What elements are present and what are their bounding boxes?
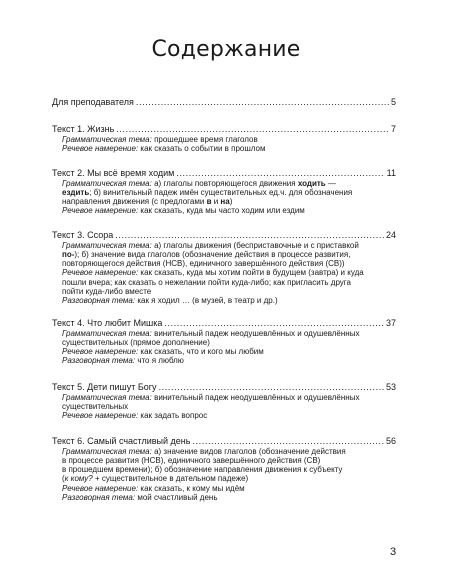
toc-entry-heading[interactable] bbox=[52, 97, 396, 108]
toc-entry bbox=[52, 97, 396, 108]
toc-entry: Текст 4. Что любит Мишка ..... 37 Грамматическая тема: винительный падеж неодушевлённых и одушевлённых существительных (прямое дополнение) Речевое намерение: как сказать, что и кого мы любим Разговорная тема: что я люблю bbox=[52, 318, 396, 366]
grammar-topic: Грамматическая тема: прошедшее время глаголов bbox=[62, 134, 258, 144]
grammar-topic: Грамматическая тема: а) глаголы повторяющегося движения ходить — bbox=[62, 178, 336, 188]
dot-leader bbox=[159, 382, 384, 393]
toc-entry-title: Текст 6. Самый счастливый день bbox=[52, 436, 191, 446]
dot-leader bbox=[192, 436, 384, 447]
toc-entry-title: Текст 1. Жизнь bbox=[52, 124, 115, 134]
toc-entry-heading[interactable] bbox=[52, 382, 396, 393]
field-label: Грамматическая тема bbox=[62, 446, 150, 456]
toc-entry-page: 24 bbox=[385, 230, 396, 240]
speech-intent: Речевое намерение: как задать вопрос bbox=[62, 411, 208, 421]
conversation-topic: Разговорная тема: как я ходил … (в музей, в театр и др.) bbox=[62, 296, 278, 306]
toc-entry-title: Для преподавателя bbox=[52, 97, 134, 107]
toc-entry-title: Текст 2. Мы всё время ходим bbox=[52, 168, 175, 178]
field-label: Речевое намерение bbox=[62, 411, 136, 421]
toc-entry-title: Текст 4. Что любит Мишка bbox=[52, 318, 163, 328]
toc-entry: Текст 5. Дети пишут Богу ..... 53 Грамматическая тема: винительный падеж неодушевлённых и одушевлённых существительных Речевое намерение: как задать вопрос bbox=[52, 382, 396, 420]
speech-intent: Речевое намерение: как сказать, куда мы хотим пойти в будущем (завтра) и куда bbox=[62, 268, 364, 278]
toc-entry: Текст 6. Самый счастливый день ..... 56 Грамматическая тема: а) значение видов глаголов (обозначение действия в процессе развития (НСВ), единичного завершённого действия (СВ) в прошедшем времени); б) обозначение направления движения к субъекту (к кому? + существительное в дательном падеже) Речевое намерение: как сказать, к кому мы идём Разговорная тема: мой счастливый день bbox=[52, 436, 396, 502]
dot-leader bbox=[115, 230, 384, 241]
toc-entry-page: 53 bbox=[385, 382, 396, 392]
toc-entry-heading[interactable] bbox=[52, 124, 396, 135]
field-label: Разговорная тема bbox=[62, 356, 133, 366]
toc-entry-title: Текст 5. Дети пишут Богу bbox=[52, 382, 157, 392]
toc-entry-page: 37 bbox=[385, 318, 396, 328]
field-label: Речевое намерение bbox=[62, 143, 136, 153]
page-title: Содержание bbox=[151, 37, 301, 62]
toc-entry-title: Текст 3. Ссора bbox=[52, 230, 114, 240]
speech-intent: Речевое намерение: как сказать, куда мы часто ходим или ездим bbox=[62, 206, 305, 216]
toc-entry-heading[interactable] bbox=[52, 436, 396, 447]
field-label: Грамматическая тема bbox=[62, 392, 150, 402]
conversation-topic: Разговорная тема: мой счастливый день bbox=[62, 492, 218, 502]
field-label: Грамматическая тема bbox=[62, 134, 150, 144]
toc-entry: Текст 3. Ссора ..... 24 Грамматическая тема: а) глаголы движения (бесприставочные и с приставкой по-); б) значение вида глаголов (обозначение действия в процессе развития, повторяющегося действия (НСВ), единичного завершённого действия (СВ)) Речевое намерение: как сказать, куда мы хотим пойти в будущем (завтра) и куда пошли вчера; как сказать о нежелании пойти куда-либо; как пригласить друга пойти куда-либо вместе Разговорная тема: как я ходил … (в музей, в театр и др.) bbox=[52, 230, 396, 306]
conversation-topic: Разговорная тема: что я люблю bbox=[62, 356, 184, 366]
toc-entry-page: 56 bbox=[385, 436, 396, 446]
toc-entry-heading[interactable] bbox=[52, 318, 396, 329]
grammar-topic: Грамматическая тема: винительный падеж неодушевлённых и одушевлённых bbox=[62, 392, 360, 402]
toc-entry-heading[interactable] bbox=[52, 230, 396, 241]
field-label: Речевое намерение bbox=[62, 347, 136, 357]
toc-entry-page: 5 bbox=[390, 97, 396, 107]
grammar-topic: Грамматическая тема: а) глаголы движения (бесприставочные и с приставкой bbox=[62, 240, 359, 250]
field-label: Речевое намерение bbox=[62, 268, 136, 278]
speech-intent: Речевое намерение: как сказать о событии в прошлом bbox=[62, 143, 266, 153]
field-label: Грамматическая тема bbox=[62, 240, 150, 250]
toc-entry: Текст 2. Мы всё время ходим ..... 11 Грамматическая тема: а) глаголы повторяющегося движения ходить — ездить; б) винительный падеж имён существительных ед.ч. для обозначения направления движения (с предлогами в и на) Речевое намерение: как сказать, куда мы часто ходим или ездим bbox=[52, 168, 396, 216]
toc-entry-page: 11 bbox=[386, 168, 396, 178]
field-label: Разговорная тема bbox=[62, 492, 133, 502]
grammar-topic: Грамматическая тема: винительный падеж неодушевлённых и одушевлённых bbox=[62, 328, 360, 338]
toc-entry-heading[interactable] bbox=[52, 168, 396, 179]
field-label: Грамматическая тема bbox=[62, 328, 150, 338]
dot-leader bbox=[164, 318, 384, 329]
speech-intent: Речевое намерение: как сказать, к кому мы идём bbox=[62, 483, 245, 493]
page-number: 3 bbox=[390, 546, 397, 558]
grammar-topic: Грамматическая тема: а) значение видов глаголов (обозначение действия bbox=[62, 446, 346, 456]
dot-leader bbox=[116, 124, 389, 135]
field-label: Речевое намерение bbox=[62, 206, 136, 216]
field-label: Речевое намерение bbox=[62, 483, 136, 493]
toc-entry bbox=[52, 124, 396, 153]
field-label: Разговорная тема bbox=[62, 296, 133, 306]
toc-entry-page: 7 bbox=[390, 124, 396, 134]
speech-intent: Речевое намерение: как сказать, что и кого мы любим bbox=[62, 347, 264, 357]
field-label: Грамматическая тема bbox=[62, 178, 150, 188]
dot-leader bbox=[176, 168, 384, 179]
dot-leader bbox=[136, 97, 389, 108]
